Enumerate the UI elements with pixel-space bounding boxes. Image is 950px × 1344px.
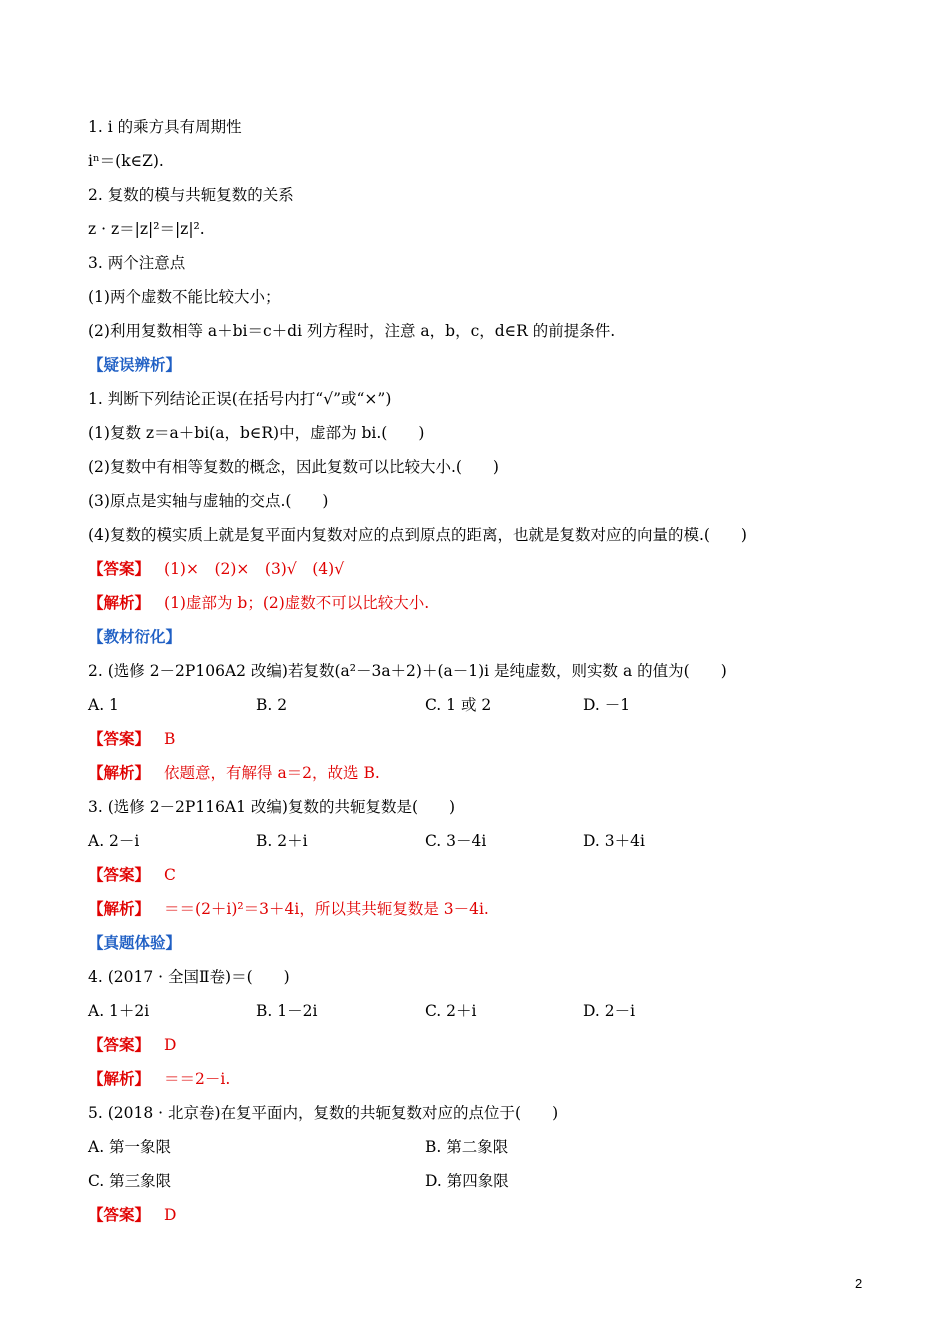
answer-line: [88, 865, 176, 885]
question-1-item: (2)复数中有相等复数的概念，因此复数可以比较大小.( ): [88, 458, 499, 476]
answer-line: [88, 1205, 176, 1225]
explanation-text: ＝＝2－i.: [164, 1070, 231, 1088]
explanation-text: 依题意，有解得 a＝2，故选 B.: [164, 764, 380, 782]
question-1: 1. 判断下列结论正误(在括号内打“√”或“×”): [88, 390, 392, 408]
question-1-item: (4)复数的模实质上就是复平面内复数对应的点到原点的距离，也就是复数对应的向量的模.( ): [88, 526, 747, 544]
answer-value: D: [164, 1036, 177, 1054]
option-d: D. 3＋4i: [583, 832, 645, 850]
question-1-item: (3)原点是实轴与虚轴的交点.( ): [88, 492, 329, 510]
option-c: C. 2＋i: [425, 1002, 477, 1020]
explanation-tag: 【解析】: [88, 899, 151, 918]
answer-value: D: [164, 1206, 177, 1224]
explanation-tag: 【解析】: [88, 1069, 151, 1088]
question-3: 3. (选修 2－2P116A1 改编)复数的共轭复数是( ): [88, 798, 456, 816]
explanation-text: ＝＝(2＋i)²＝3＋4i，所以其共轭复数是 3－4i.: [164, 900, 489, 918]
question-5: 5. (2018 · 北京卷)在复平面内，复数的共轭复数对应的点位于( ): [88, 1104, 559, 1122]
explanation-tag: 【解析】: [88, 763, 151, 782]
answer-line: [88, 559, 344, 579]
option-b: B. 2: [256, 696, 288, 714]
explanation-line: [88, 763, 380, 783]
option-b: B. 2＋i: [256, 832, 308, 850]
option-c: C. 1 或 2: [425, 696, 492, 714]
answer-line: [88, 729, 175, 749]
text-line: 1. i 的乘方具有周期性: [88, 118, 242, 136]
option-b: B. 第二象限: [425, 1138, 509, 1156]
explanation-text: (1)虚部为 b；(2)虚数不可以比较大小.: [164, 594, 430, 612]
option-d: D. －1: [583, 696, 631, 714]
answer-value: C: [164, 866, 176, 884]
answer-tag: 【答案】: [88, 729, 151, 748]
text-line: 2. 复数的模与共轭复数的关系: [88, 186, 294, 204]
question-2: 2. (选修 2－2P106A2 改编)若复数(a²－3a＋2)＋(a－1)i 是纯虚数，则实数 a 的值为( ): [88, 662, 727, 680]
answer-line: [88, 1035, 176, 1055]
formula-line: iⁿ＝(k∈Z).: [88, 152, 164, 170]
question-1-item: (1)复数 z＝a＋bi(a，b∈R)中，虚部为 bi.( ): [88, 424, 425, 442]
option-d: D. 第四象限: [425, 1172, 509, 1190]
question-4: 4. (2017 · 全国Ⅱ卷)＝( ): [88, 968, 290, 986]
section-heading-real-exam: 【真题体验】: [88, 933, 182, 952]
section-heading-errors: 【疑误辨析】: [88, 355, 182, 374]
answer-value: (1)× (2)× (3)√ (4)√: [164, 560, 345, 578]
explanation-line: [88, 593, 429, 613]
option-a: A. 1＋2i: [88, 1002, 150, 1020]
option-c: C. 3－4i: [425, 832, 487, 850]
answer-tag: 【答案】: [88, 1205, 151, 1224]
formula-line: z · z＝|z|²＝|z|².: [88, 220, 205, 238]
text-line: (1)两个虚数不能比较大小；: [88, 288, 281, 306]
option-b: B. 1－2i: [256, 1002, 318, 1020]
text-line: 3. 两个注意点: [88, 254, 186, 272]
option-a: A. 1: [88, 696, 119, 714]
option-a: A. 2－i: [88, 832, 140, 850]
option-a: A. 第一象限: [88, 1138, 172, 1156]
text-line: (2)利用复数相等 a＋bi＝c＋di 列方程时，注意 a，b，c，d∈R 的前提条件.: [88, 322, 616, 340]
explanation-line: [88, 899, 489, 919]
explanation-line: [88, 1069, 230, 1089]
page-number: 2: [855, 1276, 863, 1291]
option-c: C. 第三象限: [88, 1172, 172, 1190]
explanation-tag: 【解析】: [88, 593, 151, 612]
answer-value: B: [164, 730, 176, 748]
answer-tag: 【答案】: [88, 559, 151, 578]
option-d: D. 2－i: [583, 1002, 636, 1020]
section-heading-textbook: 【教材衍化】: [88, 627, 182, 646]
answer-tag: 【答案】: [88, 1035, 151, 1054]
answer-tag: 【答案】: [88, 865, 151, 884]
